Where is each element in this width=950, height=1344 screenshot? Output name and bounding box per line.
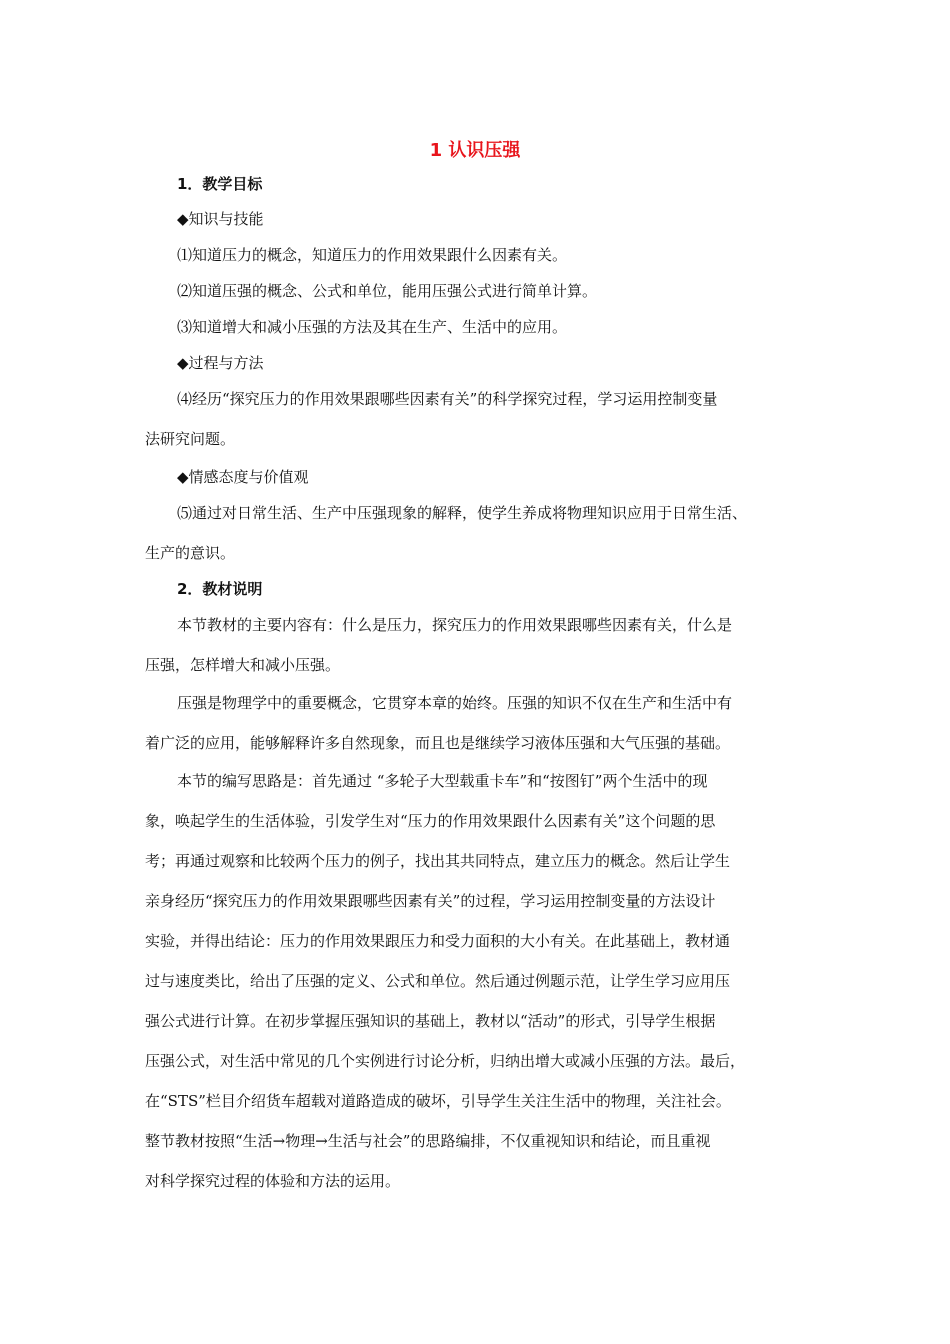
subheading-process: ◆过程与方法: [177, 354, 264, 372]
subheading-attitude: ◆情感态度与价值观: [177, 468, 309, 486]
text-line: ⑸通过对日常生活、生产中压强现象的解释，使学生养成将物理知识应用于日常生活、: [177, 504, 748, 522]
text-line: 亲身经历“探究压力的作用效果跟哪些因素有关”的过程，学习运用控制变量的方法设计: [145, 892, 716, 910]
text-line: 生产的意识。: [145, 544, 236, 562]
text-line: ⑴知道压力的概念，知道压力的作用效果跟什么因素有关。: [177, 246, 568, 264]
text-line: ⑷经历“探究压力的作用效果跟哪些因素有关”的科学探究过程，学习运用控制变量: [177, 390, 718, 408]
section-heading-objectives: 1．教学目标: [177, 175, 263, 193]
page-title: 1 认识压强: [429, 140, 521, 161]
text-line: 压强公式，对生活中常见的几个实例进行讨论分析，归纳出增大或减小压强的方法。最后，: [145, 1052, 746, 1070]
text-line: 强公式进行计算。在初步掌握压强知识的基础上，教材以“活动”的形式，引导学生根据: [145, 1012, 716, 1030]
text-line: 过与速度类比，给出了压强的定义、公式和单位。然后通过例题示范，让学生学习应用压: [145, 972, 731, 990]
text-line: 法研究问题。: [145, 430, 236, 448]
text-line: 压强是物理学中的重要概念，它贯穿本章的始终。压强的知识不仅在生产和生活中有: [177, 694, 733, 712]
text-line: 本节教材的主要内容有：什么是压力，探究压力的作用效果跟哪些因素有关，什么是: [177, 616, 733, 634]
text-line: 对科学探究过程的体验和方法的运用。: [145, 1172, 401, 1190]
subheading-knowledge: ◆知识与技能: [177, 210, 264, 228]
text-line: 压强，怎样增大和减小压强。: [145, 656, 341, 674]
text-line: 着广泛的应用，能够解释许多自然现象，而且也是继续学习液体压强和大气压强的基础。: [145, 734, 731, 752]
text-line: 本节的编写思路是：首先通过 “多轮子大型载重卡车”和“按图钉”两个生活中的现: [177, 772, 708, 790]
text-line: ⑶知道增大和减小压强的方法及其在生产、生活中的应用。: [177, 318, 568, 336]
section-heading-materials: 2．教材说明: [177, 580, 263, 598]
text-line: 整节教材按照“生活→物理→生活与社会”的思路编排，不仅重视知识和结论，而且重视: [145, 1132, 711, 1150]
text-line: ⑵知道压强的概念、公式和单位，能用压强公式进行简单计算。: [177, 282, 598, 300]
text-line: 象，唤起学生的生活体验，引发学生对“压力的作用效果跟什么因素有关”这个问题的思: [145, 812, 716, 830]
text-line: 在“STS”栏目介绍货车超载对道路造成的破坏，引导学生关注生活中的物理，关注社会。: [145, 1092, 731, 1110]
text-line: 考；再通过观察和比较两个压力的例子，找出其共同特点，建立压力的概念。然后让学生: [145, 852, 731, 870]
text-line: 实验，并得出结论：压力的作用效果跟压力和受力面积的大小有关。在此基础上，教材通: [145, 932, 731, 950]
